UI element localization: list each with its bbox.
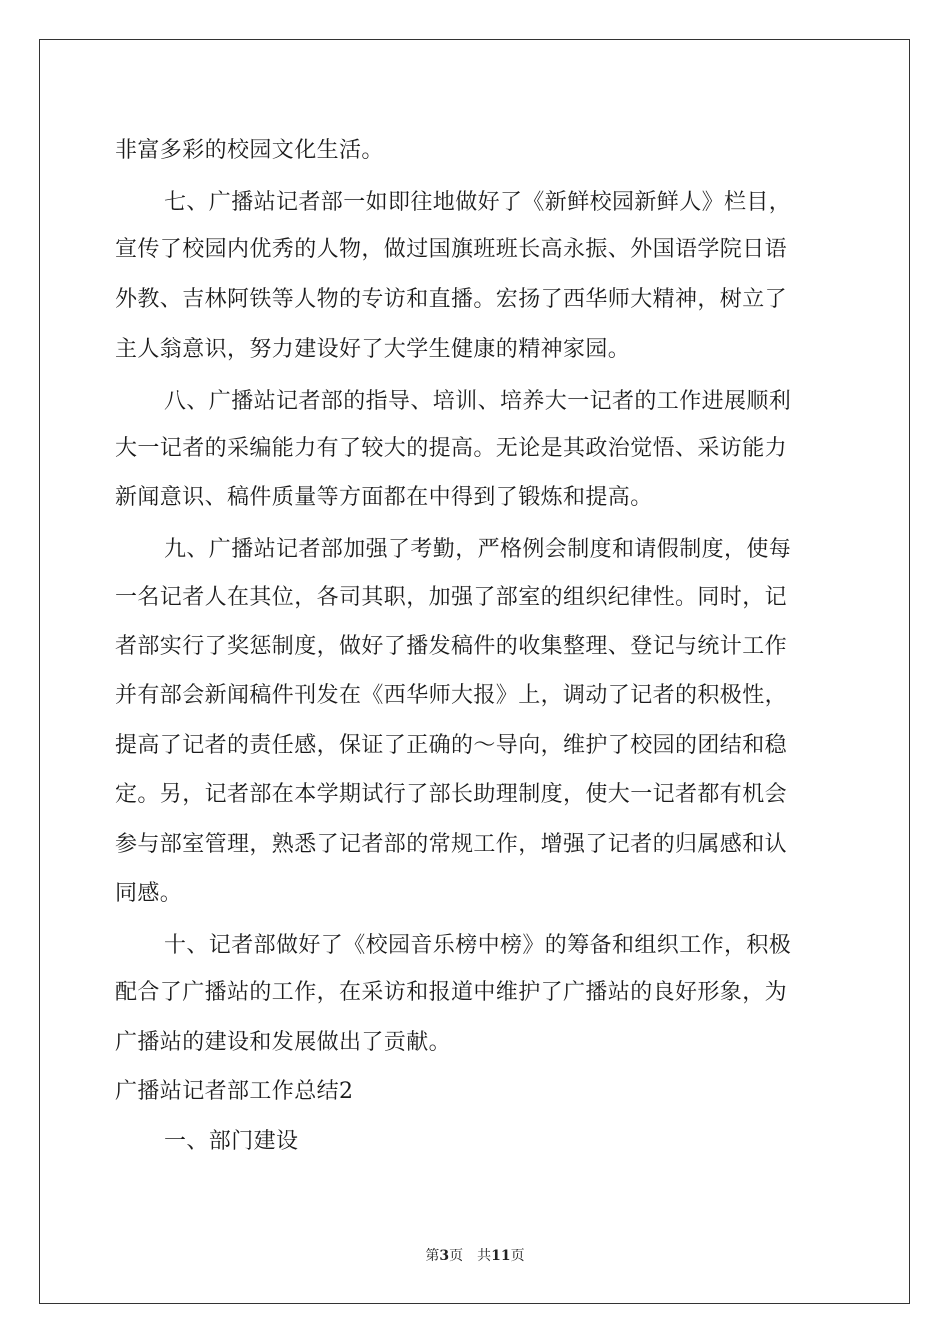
page-number: 3 (439, 1248, 450, 1264)
total-prefix: 共 (477, 1248, 492, 1264)
total-suffix: 页 (510, 1248, 525, 1264)
paragraph-9-start: 九、广播站记者部加强了考勤，严格例会制度和请假制度，使每 (164, 537, 792, 562)
text-line: 非富多彩的校园文化生活。 (115, 138, 384, 163)
text-line: 同感。 (115, 881, 183, 906)
section-heading: 广播站记者部工作总结2 (115, 1079, 354, 1104)
subsection-heading: 一、部门建设 (164, 1129, 299, 1154)
page-suffix: 页 (449, 1248, 464, 1264)
text-line: 配合了广播站的工作，在采访和报道中维护了广播站的良好形象，为 (115, 980, 788, 1005)
page-footer (0, 1246, 950, 1266)
text-line: 新闻意识、稿件质量等方面都在中得到了锻炼和提高。 (115, 485, 653, 510)
paragraph-7-start: 七、广播站记者部一如即往地做好了《新鲜校园新鲜人》栏目， (164, 190, 792, 215)
text-line: 广播站的建设和发展做出了贡献。 (115, 1030, 452, 1055)
text-line: 主人翁意识，努力建设好了大学生健康的精神家园。 (115, 337, 631, 362)
text-line: 宣传了校园内优秀的人物，做过国旗班班长高永振、外国语学院日语 (115, 237, 788, 262)
text-line: 一名记者人在其位，各司其职，加强了部室的组织纪律性。同时，记 (115, 585, 788, 610)
total-pages: 11 (491, 1248, 511, 1264)
page-border (39, 39, 910, 1304)
text-line: 定。另，记者部在本学期试行了部长助理制度，使大一记者都有机会 (115, 782, 788, 807)
text-line: 外教、吉林阿铁等人物的专访和直播。宏扬了西华师大精神，树立了 (115, 287, 788, 312)
text-line: 提高了记者的责任感，保证了正确的～导向，维护了校园的团结和稳 (115, 733, 788, 758)
paragraph-10-start: 十、记者部做好了《校园音乐榜中榜》的筹备和组织工作，积极 (164, 933, 792, 958)
text-line: 并有部会新闻稿件刊发在《西华师大报》上，调动了记者的积极性， (115, 683, 788, 708)
text-line: 者部实行了奖惩制度，做好了播发稿件的收集整理、登记与统计工作 (115, 634, 788, 659)
page-prefix: 第 (425, 1248, 440, 1264)
paragraph-8-start: 八、广播站记者部的指导、培训、培养大一记者的工作进展顺利 (164, 389, 792, 414)
text-line: 大一记者的采编能力有了较大的提高。无论是其政治觉悟、采访能力 (115, 436, 788, 461)
text-line: 参与部室管理，熟悉了记者部的常规工作，增强了记者的归属感和认 (115, 832, 788, 857)
